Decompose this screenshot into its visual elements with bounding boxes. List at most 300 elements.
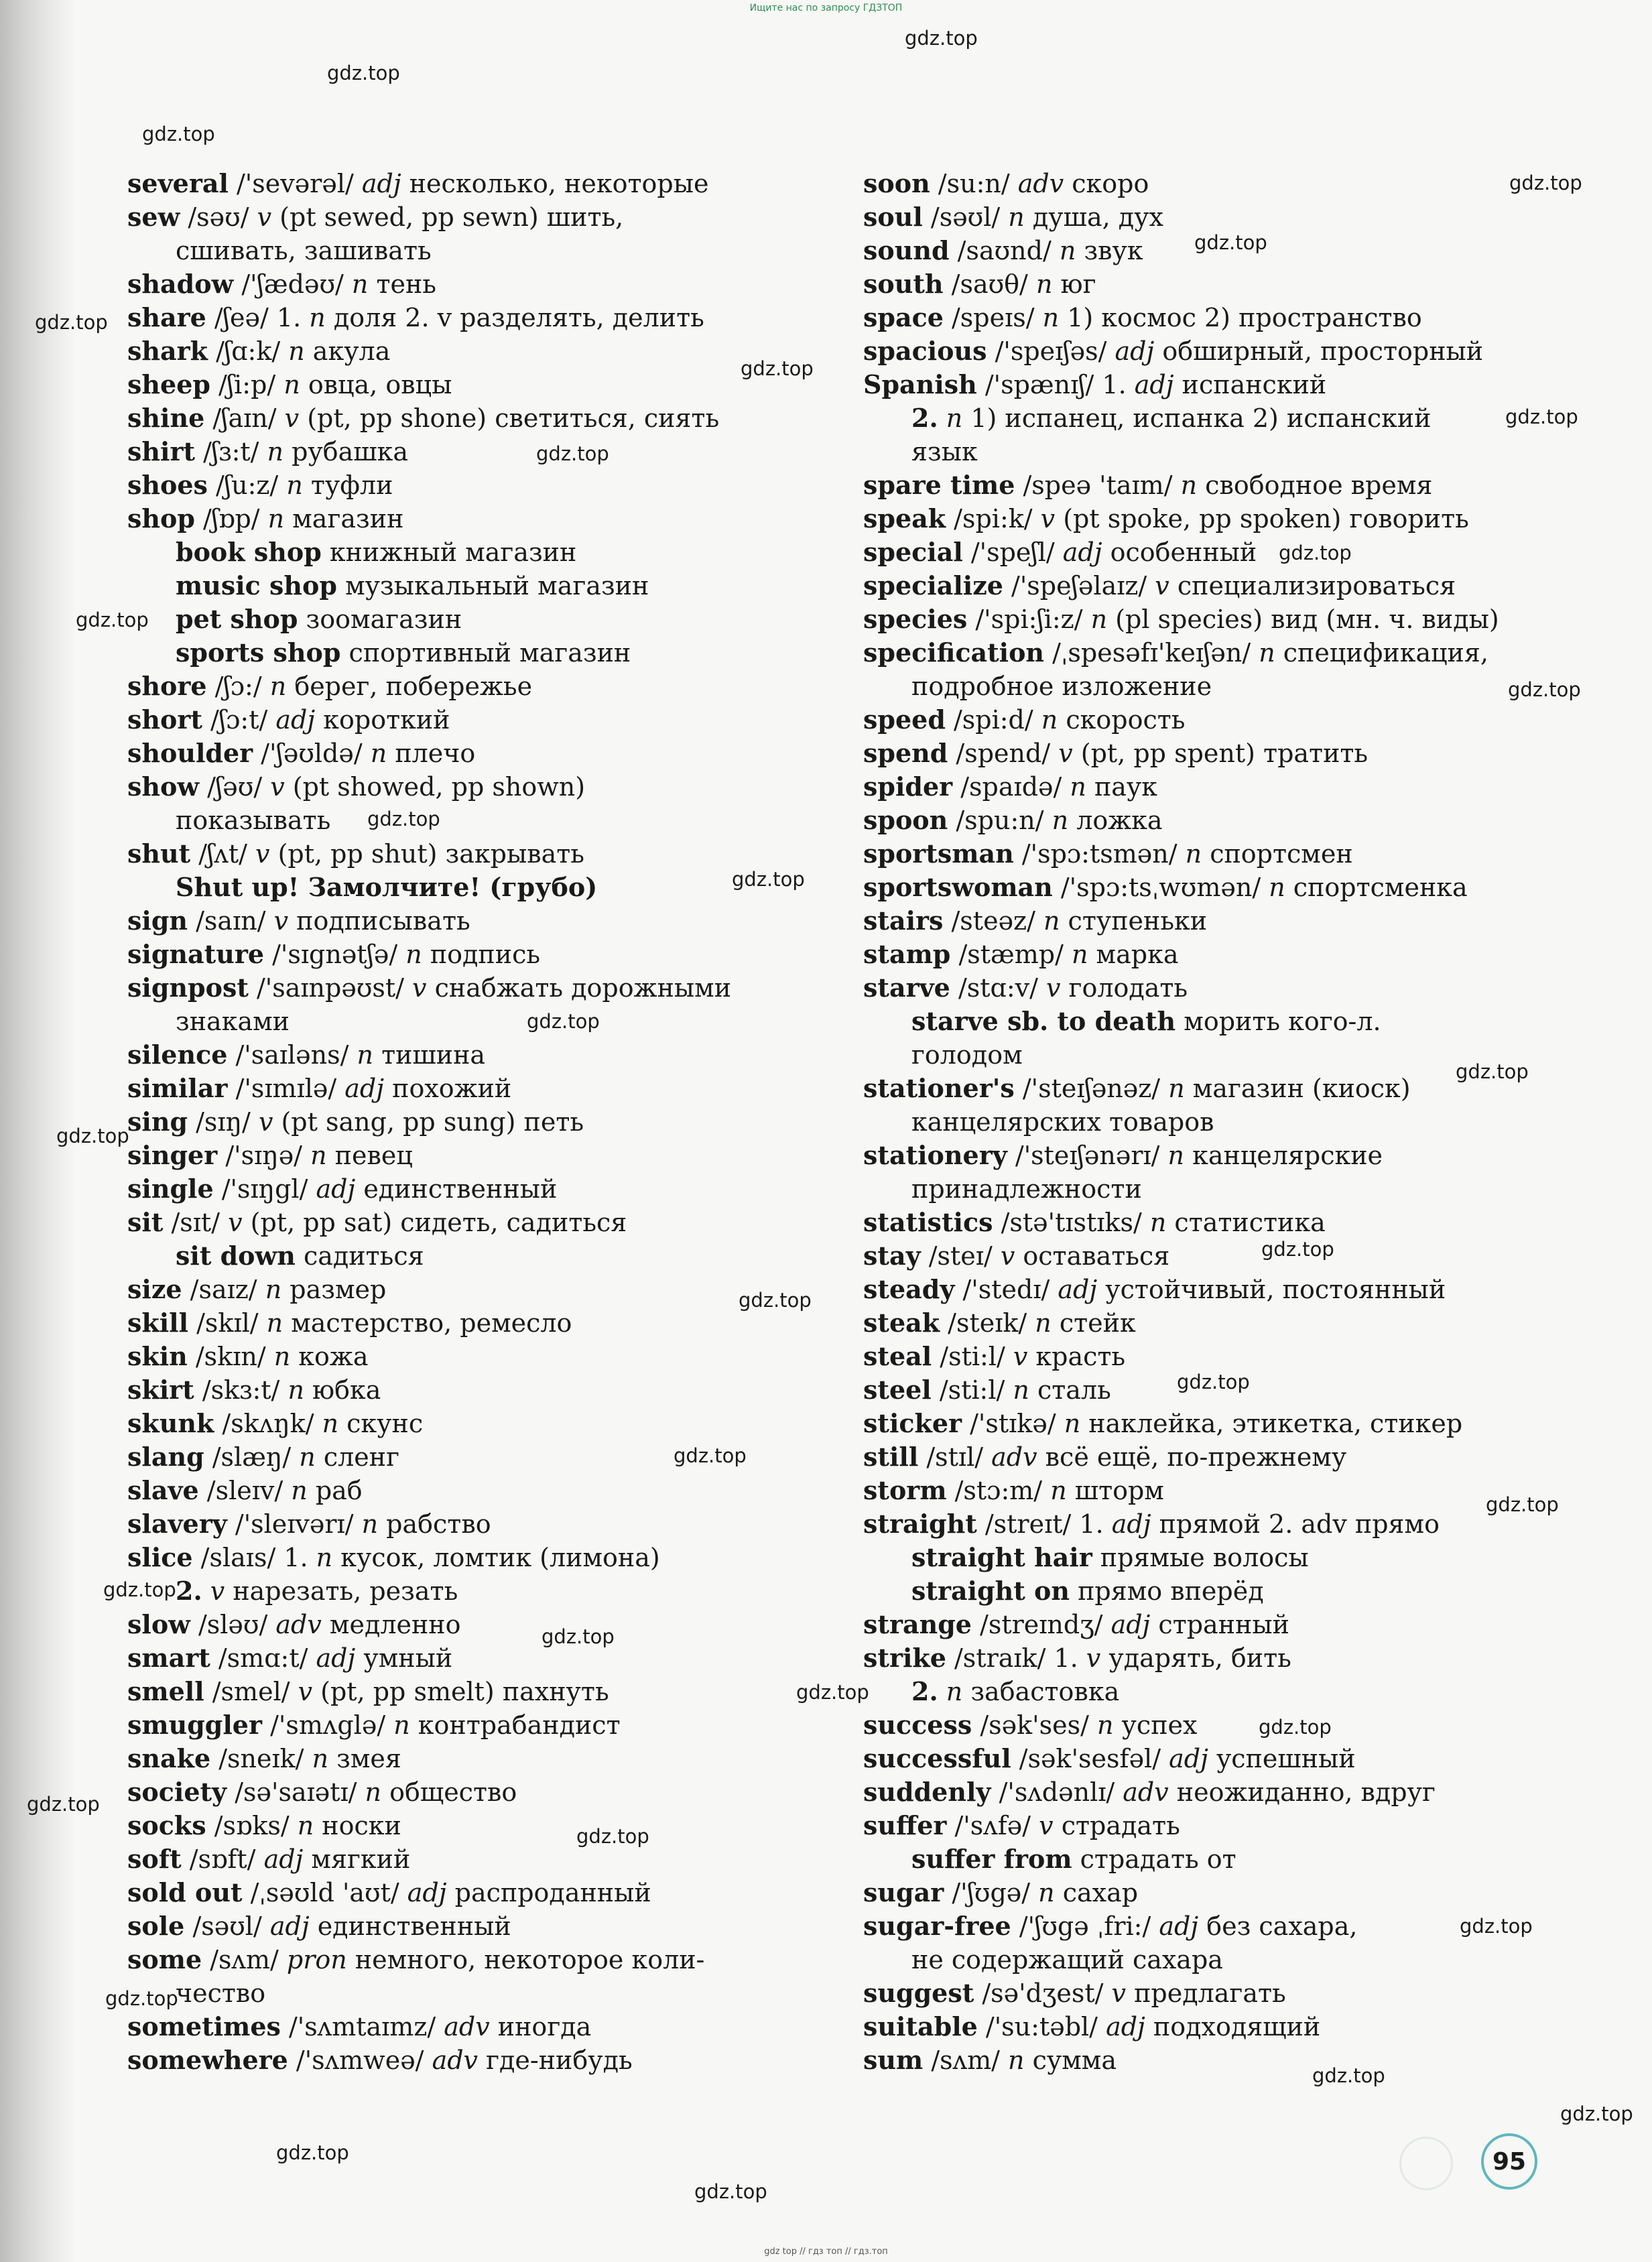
dictionary-entry — [863, 603, 1560, 636]
headword: sheep — [127, 369, 210, 399]
definition: красть — [1027, 1342, 1126, 1371]
part-of-speech: n — [1013, 1375, 1029, 1405]
definition: 1) испанец, испанка 2) испанский — [962, 403, 1432, 433]
part-of-speech: adv — [444, 2012, 490, 2041]
dictionary-entry — [127, 1541, 824, 1574]
headword: space — [863, 302, 944, 332]
definition: свободное время — [1197, 470, 1433, 500]
dictionary-entry — [127, 468, 824, 502]
headword: Spanish — [863, 369, 977, 399]
dictionary-entry — [863, 536, 1560, 569]
entry-text — [938, 1677, 946, 1706]
definition: единственный — [355, 1174, 558, 1204]
watermark: gdz.top — [1460, 1915, 1533, 1938]
definition: медленно — [321, 1610, 461, 1639]
entry-text: /'steɪʃənəz/ — [1014, 1074, 1169, 1103]
bottom-source-note: gdz top // гдз топ // гдз.топ — [764, 2247, 888, 2257]
definition: овца, овцы — [300, 370, 452, 399]
dictionary-entry — [863, 1172, 1560, 1206]
watermark: gdz.top — [1194, 231, 1267, 254]
headword: sew — [127, 202, 180, 232]
entry-text: /'speɪʃəs/ — [987, 336, 1115, 366]
dictionary-entry — [127, 904, 824, 938]
entry-text: /speə 'taɪm/ — [1015, 470, 1181, 500]
definition: сахар — [1054, 1878, 1139, 1907]
headword: starve sb. to death — [911, 1006, 1176, 1036]
entry-text: /'sɪgnətʃə/ — [264, 940, 406, 969]
headword: success — [863, 1710, 972, 1740]
headword: sold out — [127, 1877, 243, 1907]
definition: без сахара, — [1198, 1911, 1358, 1941]
part-of-speech: n — [1090, 605, 1108, 634]
headword: some — [127, 1944, 202, 1974]
dictionary-entry — [863, 1742, 1560, 1775]
definition: шторм — [1066, 1476, 1164, 1505]
headword: sugar — [863, 1877, 944, 1907]
definition: певец — [326, 1141, 413, 1170]
part-of-speech: n — [1180, 470, 1198, 500]
headword: skin — [127, 1341, 188, 1371]
part-of-speech: n — [1149, 1208, 1167, 1237]
headword: straight — [863, 1509, 977, 1539]
headword: stairs — [863, 905, 944, 936]
dictionary-entry — [863, 971, 1560, 1005]
definition: общество — [381, 1777, 517, 1807]
entry-text: /sneɪk/ — [210, 1744, 312, 1773]
definition: (pt, pp sat) сидеть, садиться — [242, 1208, 627, 1237]
definition: (pt sewed, pp sewn) шить, — [271, 202, 624, 232]
dictionary-entry — [127, 737, 824, 770]
part-of-speech: v — [255, 839, 270, 869]
headword: sugar-free — [863, 1911, 1011, 1941]
entry-text: /'speʃl/ — [962, 538, 1063, 567]
entry-text: /stə'tɪstɪks/ — [993, 1208, 1150, 1237]
part-of-speech: v — [228, 1208, 243, 1237]
definition: рубашка — [283, 437, 409, 466]
part-of-speech: n — [1042, 303, 1060, 332]
dictionary-entry — [127, 234, 824, 267]
definition: страдать — [1053, 1811, 1180, 1840]
headword: Shut up! Замолчите! (грубо) — [176, 872, 598, 902]
part-of-speech: adj — [269, 1911, 310, 1941]
dictionary-entry — [127, 1675, 824, 1708]
entry-text: /ʃɑ:k/ — [208, 336, 289, 366]
part-of-speech: n — [310, 1141, 327, 1170]
dictionary-entry — [863, 1876, 1560, 1909]
definition: странный — [1150, 1610, 1289, 1639]
headword: steady — [863, 1274, 955, 1304]
entry-text: /'sɪmɪlə/ — [227, 1074, 345, 1103]
part-of-speech: n — [1168, 1074, 1185, 1103]
entry-text: /'spænɪʃ/ 1. — [976, 370, 1135, 399]
definition: юг — [1052, 269, 1096, 299]
headword: shut — [127, 838, 191, 869]
dictionary-entry — [863, 1976, 1560, 2010]
watermark: gdz.top — [142, 123, 215, 145]
entry-text: /ʃɔ:t/ — [202, 705, 276, 735]
entry-text: /'speʃəlaɪz/ — [1003, 571, 1155, 601]
dictionary-entry — [127, 1340, 824, 1373]
dictionary-entry — [127, 670, 824, 703]
headword: sound — [863, 235, 950, 265]
dictionary-entry — [863, 938, 1560, 971]
headword: show — [127, 771, 200, 802]
definition: стейк — [1051, 1308, 1136, 1338]
dictionary-entry — [127, 200, 824, 234]
definition: магазин — [284, 504, 404, 533]
watermark: gdz.top — [1486, 1493, 1559, 1516]
definition: доля 2. v разделять, делить — [325, 303, 704, 332]
entry-text: чество — [176, 1978, 266, 2008]
part-of-speech: n — [1035, 269, 1053, 299]
entry-text: /'sevərəl/ — [228, 169, 362, 198]
dictionary-entry — [863, 837, 1560, 871]
dictionary-entry — [863, 569, 1560, 603]
headword: specialize — [863, 570, 1003, 601]
entry-text: /ʃɔ:/ — [206, 672, 270, 701]
dictionary-entry — [863, 1708, 1560, 1742]
watermark: gdz.top — [542, 1625, 615, 1648]
headword: spider — [863, 771, 953, 802]
part-of-speech: v — [273, 906, 289, 936]
dictionary-entry — [127, 435, 824, 468]
headword: silence — [127, 1040, 228, 1070]
entry-text: /'saɪləns/ — [227, 1040, 357, 1070]
headword: shop — [127, 503, 195, 533]
dictionary-entry — [863, 1775, 1560, 1809]
definition: забастовка — [962, 1677, 1120, 1706]
definition: снабжать дорожными — [426, 973, 732, 1003]
part-of-speech: n — [1070, 772, 1086, 802]
definition: где-нибудь — [478, 2046, 633, 2075]
headword: speak — [863, 503, 946, 533]
definition: кожа — [290, 1342, 369, 1371]
entry-text: /steɪ/ — [920, 1241, 1001, 1271]
entry-text: показывать — [176, 806, 331, 835]
entry-text: /spi:k/ — [946, 504, 1041, 533]
definition: сленг — [315, 1442, 399, 1472]
part-of-speech: adv — [991, 1442, 1037, 1472]
entry-text: /streɪt/ 1. — [976, 1509, 1112, 1539]
entry-text: /spu:n/ — [948, 806, 1052, 835]
headword: single — [127, 1174, 214, 1204]
part-of-speech: n — [1052, 806, 1069, 835]
headword: stay — [863, 1241, 921, 1271]
dictionary-entry — [863, 1541, 1560, 1574]
dictionary-entry — [863, 871, 1560, 904]
part-of-speech: v — [1086, 1643, 1101, 1673]
definition: тень — [368, 269, 436, 299]
dictionary-entry — [127, 938, 824, 971]
dictionary-entry — [863, 1675, 1560, 1708]
dictionary-entry — [863, 301, 1560, 334]
part-of-speech: n — [351, 269, 369, 299]
entry-text: /smɑ:t/ — [210, 1643, 316, 1673]
dictionary-entry — [863, 1909, 1560, 1943]
dictionary-entry — [127, 334, 824, 368]
definition: ступеньки — [1060, 906, 1208, 936]
entry-text: /stæmp/ — [950, 940, 1072, 969]
watermark: gdz.top — [1456, 1060, 1529, 1083]
entry-text: /streɪndʒ/ — [971, 1610, 1111, 1639]
dictionary-entry — [127, 1976, 824, 2010]
entry-text: /'smʌglə/ — [262, 1710, 394, 1740]
part-of-speech: v — [257, 202, 272, 232]
watermark: gdz.top — [1560, 2102, 1633, 2125]
entry-text: /spaɪdə/ — [952, 772, 1070, 802]
entry-text: /'stedɪ/ — [954, 1275, 1058, 1304]
part-of-speech: n — [269, 672, 287, 701]
dictionary-entry — [127, 502, 824, 536]
definition: змея — [328, 1744, 401, 1773]
definition: контрабандист — [409, 1710, 621, 1740]
dictionary-entry — [127, 1038, 824, 1072]
headword: sports shop — [176, 637, 341, 668]
part-of-speech: n — [361, 1509, 379, 1539]
definition: подходящий — [1145, 2012, 1321, 2041]
headword: strange — [863, 1609, 972, 1639]
headword: sticker — [863, 1408, 962, 1438]
watermark: gdz.top — [27, 1793, 100, 1816]
part-of-speech: adj — [344, 1074, 385, 1103]
headword: steak — [863, 1308, 940, 1338]
entry-text: /'stɪkə/ — [962, 1409, 1064, 1438]
dictionary-entry — [127, 1273, 824, 1306]
part-of-speech: v — [284, 403, 300, 433]
dictionary-entry — [127, 1708, 824, 1742]
headword: shoulder — [127, 738, 253, 768]
dictionary-entry — [127, 301, 824, 334]
headword: shadow — [127, 269, 234, 299]
entry-text: /stɑ:v/ — [950, 973, 1046, 1003]
part-of-speech: adj — [316, 1174, 356, 1204]
watermark: gdz.top — [1508, 678, 1581, 701]
dictionary-entry — [863, 468, 1560, 502]
definition: спецификация, — [1275, 638, 1488, 668]
entry-text: /smel/ — [204, 1677, 298, 1706]
definition: похожий — [384, 1074, 512, 1103]
definition: скунс — [338, 1409, 424, 1438]
part-of-speech: v — [1013, 1342, 1028, 1371]
entry-text: /sək'sesfəl/ — [1011, 1744, 1169, 1773]
entry-text: /slæŋ/ — [204, 1442, 300, 1472]
definition: паук — [1086, 772, 1158, 802]
part-of-speech: adv — [1123, 1777, 1169, 1807]
part-of-speech: n — [1167, 1141, 1185, 1170]
definition: (pt showed, pp shown) — [284, 772, 586, 802]
part-of-speech: adj — [361, 169, 401, 198]
dictionary-entry — [127, 703, 824, 737]
dictionary-entry — [127, 1139, 824, 1172]
entry-text: книжный магазин — [321, 538, 577, 567]
headword: shoes — [127, 470, 208, 500]
part-of-speech: n — [1008, 2046, 1025, 2075]
part-of-speech: adj — [1115, 336, 1155, 366]
dictionary-entry — [127, 804, 824, 837]
headword: society — [127, 1777, 227, 1807]
dictionary-entry — [863, 1809, 1560, 1842]
entry-text: /sə'dʒest/ — [974, 1978, 1112, 2008]
part-of-speech: n — [1008, 202, 1025, 232]
definition: единственный — [309, 1911, 511, 1941]
dictionary-entry — [863, 334, 1560, 368]
entry-text — [938, 403, 946, 433]
headword: stamp — [863, 939, 951, 969]
part-of-speech: n — [1269, 873, 1285, 902]
headword: skirt — [127, 1375, 194, 1405]
definition: обширный, просторный — [1154, 336, 1484, 366]
entry-text: принадлежности — [911, 1174, 1142, 1204]
headword: snake — [127, 1743, 211, 1773]
headword: 2. — [911, 403, 938, 433]
entry-text: голодом — [911, 1040, 1023, 1070]
entry-text: /slaɪs/ 1. — [192, 1543, 316, 1572]
entry-text: прямые волосы — [1092, 1543, 1309, 1572]
headword: soft — [127, 1844, 182, 1874]
entry-text: /stɔ:m/ — [946, 1476, 1051, 1505]
part-of-speech: n — [1259, 638, 1275, 668]
part-of-speech: n — [297, 1811, 314, 1840]
entry-text: /ˌsəʊld 'aʊt/ — [242, 1878, 407, 1907]
entry-text: /stɪl/ — [918, 1442, 992, 1472]
definition: умный — [355, 1643, 453, 1673]
headword: sum — [863, 2045, 924, 2075]
entry-text: /sləʊ/ — [190, 1610, 276, 1639]
dictionary-entry — [863, 1407, 1560, 1440]
dictionary-entry — [863, 502, 1560, 536]
watermark: gdz.top — [1279, 542, 1352, 564]
dictionary-entry — [863, 1206, 1560, 1239]
dictionary-entry — [863, 368, 1560, 401]
headword: spacious — [863, 336, 987, 366]
entry-text: прямо вперёд — [1069, 1576, 1264, 1606]
headword: successful — [863, 1743, 1011, 1773]
definition: всё ещё, по-прежнему — [1037, 1442, 1347, 1472]
part-of-speech: n — [1035, 1308, 1052, 1338]
part-of-speech: v — [1039, 1811, 1054, 1840]
headword: spend — [863, 738, 948, 768]
entry-text: /ʃaɪn/ — [204, 403, 285, 433]
dictionary-entry — [863, 1239, 1560, 1273]
part-of-speech: n — [291, 1476, 308, 1505]
entry-text: /'spɔ:tsmən/ — [1013, 839, 1186, 869]
dictionary-entry — [863, 401, 1560, 435]
entry-text: /sək'ses/ — [972, 1710, 1097, 1740]
definition: (pt, pp smelt) пахнуть — [312, 1677, 609, 1706]
headword: steal — [863, 1341, 932, 1371]
dictionary-entry — [863, 1641, 1560, 1675]
watermark: gdz.top — [741, 357, 814, 380]
dictionary-entry — [863, 1943, 1560, 1976]
definition: ударять, бить — [1100, 1643, 1291, 1673]
dictionary-entry — [127, 368, 824, 401]
headword: sit down — [176, 1241, 296, 1271]
entry-text: /'ʃʊgə ˌfri:/ — [1011, 1911, 1159, 1941]
part-of-speech: n — [357, 1040, 374, 1070]
entry-text: садиться — [295, 1241, 424, 1271]
part-of-speech: n — [1038, 1878, 1055, 1907]
dictionary-entry — [863, 804, 1560, 837]
part-of-speech: n — [1043, 906, 1060, 936]
entry-text: /sleɪv/ — [198, 1476, 292, 1505]
headword: sportswoman — [863, 872, 1053, 902]
entry-text: /ʃu:z/ — [207, 470, 287, 500]
dictionary-entry — [127, 1072, 824, 1105]
part-of-speech: n — [370, 739, 387, 768]
part-of-speech: n — [316, 1543, 333, 1572]
part-of-speech: n — [286, 470, 303, 500]
headword: shine — [127, 403, 205, 433]
definition: акула — [304, 336, 391, 366]
headword: south — [863, 269, 944, 299]
definition: плечо — [387, 739, 476, 768]
entry-text: /skɪl/ — [188, 1308, 267, 1338]
headword: skill — [127, 1308, 189, 1338]
part-of-speech: n — [1041, 705, 1058, 735]
part-of-speech: n — [322, 1409, 339, 1438]
headword: smart — [127, 1643, 210, 1673]
headword: share — [127, 302, 206, 332]
definition: туфли — [302, 470, 393, 500]
watermark: gdz.top — [905, 27, 978, 50]
watermark: gdz.top — [1312, 2064, 1385, 2087]
entry-text: /səʊl/ — [184, 1911, 270, 1941]
dictionary-entry — [127, 1507, 824, 1541]
dictionary-entry — [863, 636, 1560, 670]
dictionary-entry — [127, 167, 824, 200]
dictionary-entry — [863, 1273, 1560, 1306]
watermark: gdz.top — [327, 62, 400, 84]
headword: sole — [127, 1911, 185, 1941]
definition: кусок, ломтик (лимона) — [332, 1543, 660, 1572]
entry-text: /skɪn/ — [187, 1342, 274, 1371]
part-of-speech: adj — [407, 1878, 447, 1907]
definition: особенный — [1102, 538, 1257, 567]
part-of-speech: n — [267, 437, 284, 466]
headword: stationer's — [863, 1073, 1015, 1103]
headword: slang — [127, 1442, 204, 1472]
entry-text: канцелярских товаров — [911, 1107, 1214, 1137]
part-of-speech: n — [1071, 940, 1088, 969]
part-of-speech: n — [299, 1442, 316, 1472]
dictionary-entry — [863, 1474, 1560, 1507]
headword: straight hair — [911, 1542, 1092, 1572]
headword: slice — [127, 1542, 193, 1572]
part-of-speech: n — [266, 1308, 283, 1338]
headword: starve — [863, 972, 950, 1003]
entry-text: /'sʌmweə/ — [288, 2046, 432, 2075]
headword: sometimes — [127, 2011, 281, 2041]
part-of-speech: v — [1046, 973, 1061, 1003]
part-of-speech: v — [412, 973, 427, 1003]
entry-text: музыкальный магазин — [336, 571, 649, 601]
definition: 1) космос 2) пространство — [1059, 303, 1422, 332]
entry-text: /sʌm/ — [202, 1945, 287, 1974]
headword: music shop — [176, 570, 337, 601]
definition: успех — [1113, 1710, 1198, 1740]
definition: нарезать, резать — [225, 1576, 458, 1606]
entry-text: /saɪn/ — [188, 906, 274, 936]
entry-text: /spend/ — [948, 739, 1059, 768]
dictionary-entry — [127, 971, 824, 1005]
headword: strike — [863, 1643, 946, 1673]
headword: short — [127, 704, 202, 735]
headword: singer — [127, 1140, 218, 1170]
headword: sign — [127, 905, 188, 936]
watermark: gdz.top — [105, 1987, 178, 2010]
dictionary-entry — [127, 569, 824, 603]
watermark: gdz.top — [276, 2141, 349, 2164]
